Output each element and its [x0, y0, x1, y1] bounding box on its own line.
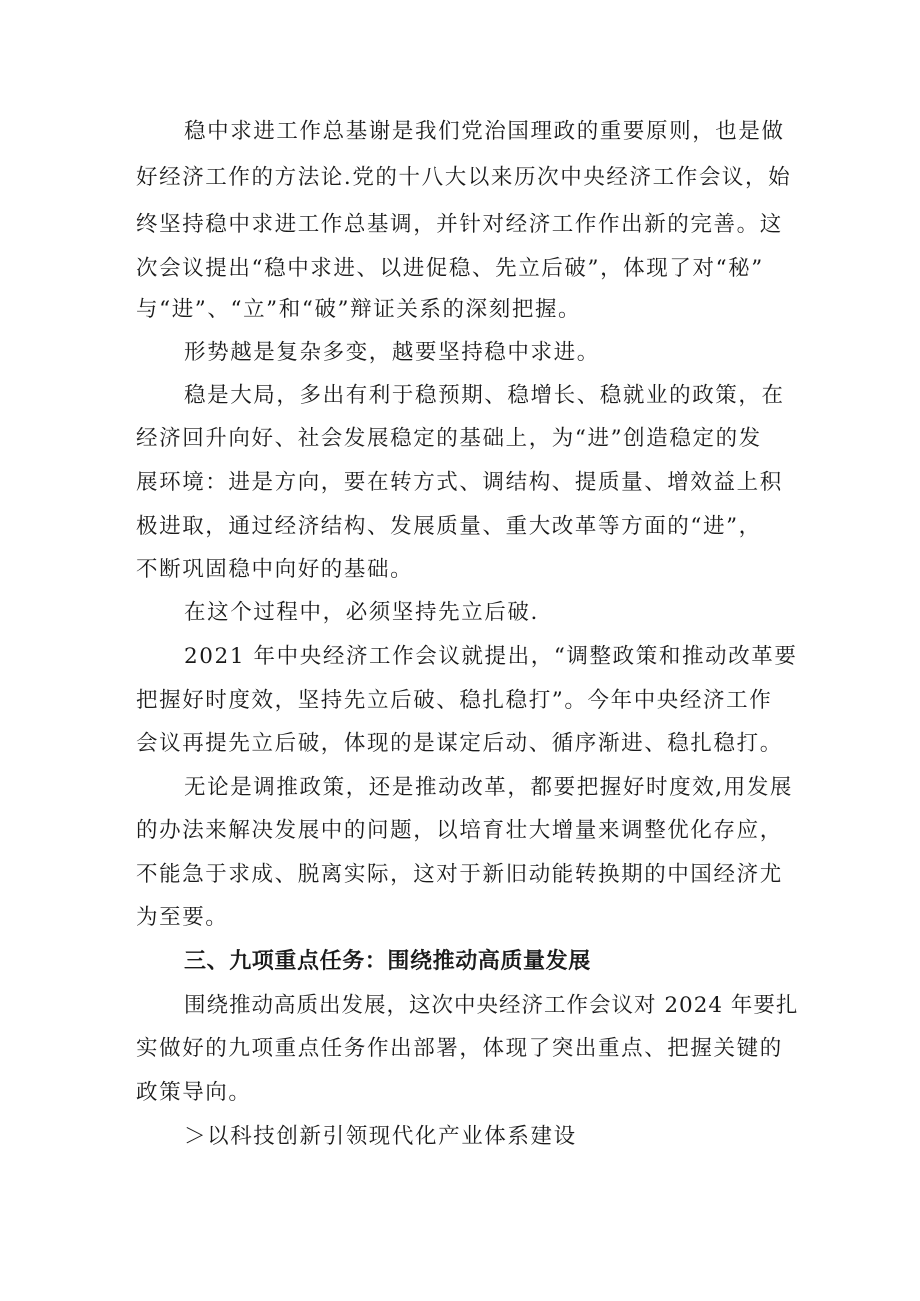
- paragraph-6-line-4: 为至要。: [136, 905, 229, 930]
- paragraph-3-line-2: 经济回升向好、社会发展稳定的基础上，为“进”创造稳定的发: [136, 426, 762, 451]
- paragraph-7-line-2: 实做好的九项重点任务作出部署，体现了突出重点、把握关键的: [136, 1036, 783, 1061]
- paragraph-1-line-5: 与“进”、“立”和“破”辩证关系的深刻把握。: [136, 297, 582, 322]
- paragraph-6-line-2: 的办法来解决发展中的问题，以培育壮大增量来调整优化存应，: [136, 818, 783, 843]
- paragraph-7-line-3: 政策导向。: [136, 1080, 252, 1105]
- paragraph-1-line-1: 稳中求进工作总基谢是我们党治国理政的重要原则，也是做: [184, 119, 785, 144]
- paragraph-4-line-1: 在这个过程中，必须坚持先立后破.: [184, 600, 539, 625]
- paragraph-5-line-3: 会议再提先立后破，体现的是谋定后动、循序渐进、稳扎稳打。: [136, 731, 783, 756]
- paragraph-2-line-1: 形势越是复杂多变，越要坚持稳中求进。: [184, 340, 600, 365]
- section-heading: 三、九项重点任务：围绕推动高质量发展: [184, 949, 591, 974]
- paragraph-5-line-1: 2021 年中央经济工作会议就提出，“调整政策和推动改革要: [184, 644, 798, 669]
- paragraph-1-line-3: 终坚持稳中求进工作总基调，并针对经济工作作出新的完善。这: [136, 212, 783, 237]
- paragraph-8-line-1: ＞以科技创新引领现代化产业体系建设: [184, 1124, 577, 1149]
- paragraph-6-line-3: 不能急于求成、脱离实际，这对于新旧动能转换期的中国经济尤: [136, 862, 783, 887]
- paragraph-3-line-3: 展环境：进是方向，要在转方式、调结构、提质量、增效益上积: [136, 470, 783, 495]
- paragraph-7-line-1: 围绕推动高质出发展，这次中央经济工作会议对 2024 年要扎: [184, 993, 799, 1018]
- paragraph-3-line-1: 稳是大局，多出有利于稳预期、稳增长、稳就业的政策，在: [184, 383, 785, 408]
- paragraph-1-line-4: 次会议提出“稳中求进、以进促稳、先立后破”，体现了对“秘”: [136, 256, 764, 281]
- paragraph-6-line-1: 无论是调推政策，还是推动改革，都要把握好时度效,用发展: [184, 775, 794, 800]
- paragraph-3-line-5: 不断巩固稳中向好的基础。: [136, 557, 414, 582]
- paragraph-5-line-2: 把握好时度效，坚持先立后破、稳扎稳打”。今年中央经济工作: [136, 688, 773, 713]
- paragraph-1-line-2: 好经济工作的方法论.党的十八大以来历次中央经济工作会议，始: [136, 165, 792, 190]
- paragraph-3-line-4: 极进取，通过经济结构、发展质量、重大改革等方面的“进”，: [136, 514, 762, 539]
